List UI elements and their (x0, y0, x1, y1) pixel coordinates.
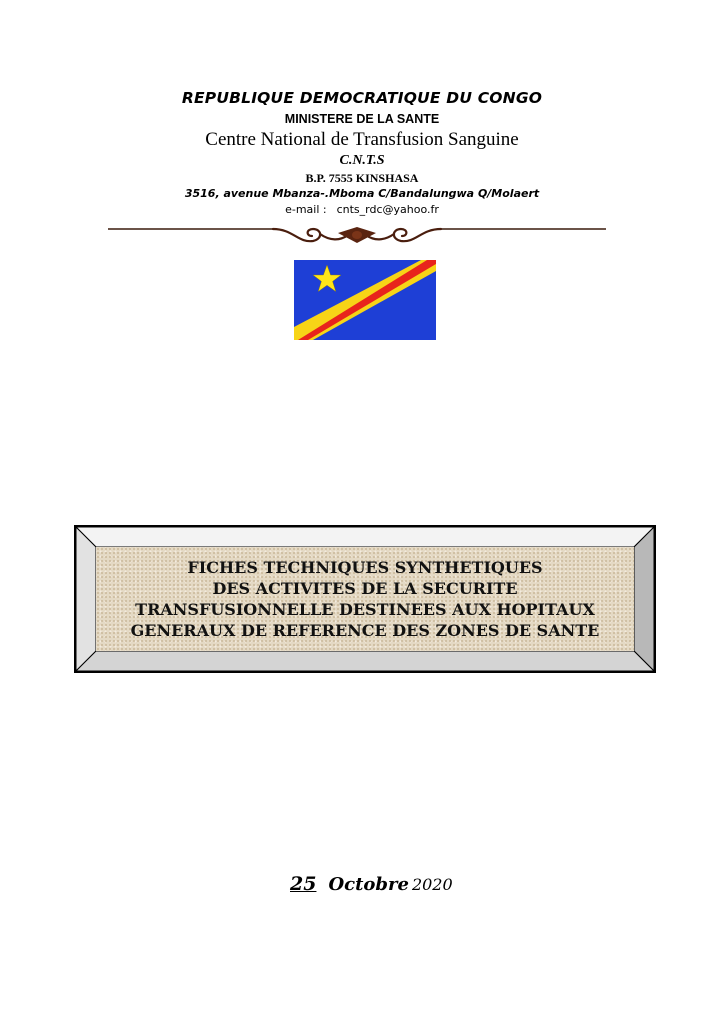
drc-flag-image (294, 260, 436, 340)
centre-name: Centre National de Transfusion Sanguine (205, 129, 519, 150)
centre-acronym: C.N.T.S (339, 153, 385, 168)
title-line-3: TRANSFUSIONNELLE DESTINEES AUX HOPITAUX (135, 600, 595, 619)
email-label: e-mail : (285, 203, 327, 216)
date-month: Octobre (328, 874, 409, 895)
title-line-1: FICHES TECHNIQUES SYNTHETIQUES (187, 558, 543, 577)
title-box (74, 525, 656, 673)
po-box: B.P. 7555 KINSHASA (305, 171, 419, 185)
email-address: cnts_rdc@yahoo.fr (336, 203, 439, 216)
document-date (290, 873, 453, 895)
ministry-heading: MINISTERE DE LA SANTE (284, 112, 440, 126)
title-line-2: DES ACTIVITES DE LA SECURITE (212, 579, 518, 598)
title-line-4: GENERAUX DE REFERENCE DES ZONES DE SANTE (130, 621, 600, 640)
email-line (0, 203, 724, 216)
date-day: 25 (290, 873, 317, 895)
postal-address: 3516, avenue Mbanza-.Mboma C/Bandalungwa Q/Molaert (184, 187, 540, 200)
ornamental-divider (108, 221, 606, 249)
title-panel (96, 547, 634, 651)
date-year: 2020 (411, 875, 453, 894)
republic-heading: REPUBLIQUE DEMOCRATIQUE DU CONGO (181, 89, 543, 107)
